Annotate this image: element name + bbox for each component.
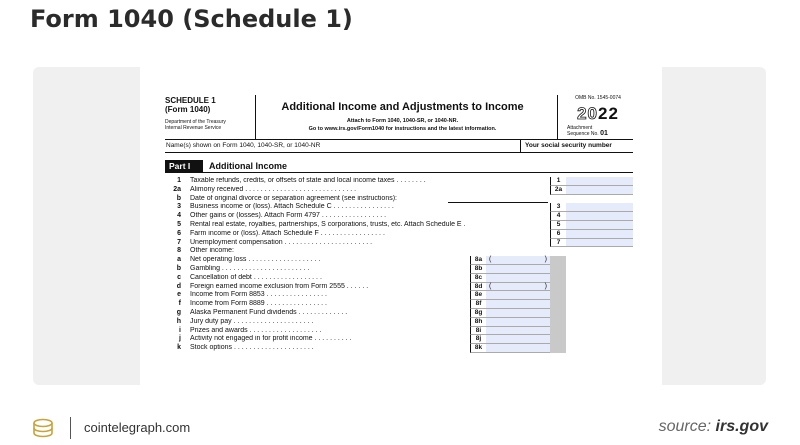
subline-letter: b xyxy=(176,264,181,272)
subline-letter: h xyxy=(176,317,181,325)
schedule-1-form xyxy=(140,67,662,385)
tax-year xyxy=(563,104,633,124)
subline-amount-field[interactable] xyxy=(486,335,550,344)
sequence-number: 01 xyxy=(600,130,608,137)
line-number: 7 xyxy=(177,238,181,246)
subline-letter: d xyxy=(176,282,181,290)
line-number: 3 xyxy=(177,203,181,211)
line-box-number: 6 xyxy=(550,230,566,239)
subline-box-number: 8i xyxy=(470,327,486,336)
subline-amount-field[interactable] xyxy=(486,318,550,327)
subline-box-number: 8k xyxy=(470,344,486,353)
subline-letter: i xyxy=(179,326,181,334)
department-label xyxy=(165,119,245,131)
cointelegraph-logo-icon xyxy=(30,418,56,438)
form-line xyxy=(165,195,633,204)
attachment-label: Attachment xyxy=(567,125,593,131)
line-box-number: 2a xyxy=(550,186,566,195)
line-number: 2a xyxy=(173,185,181,193)
line-number: 1 xyxy=(177,177,181,184)
part-label: Part I xyxy=(165,160,203,172)
form-line xyxy=(165,247,633,256)
shaded-column xyxy=(550,318,566,327)
name-row xyxy=(165,140,633,152)
line-label: Alimony received . . . . . . . . . . . . . . . . . . . . . . . . . . . . . xyxy=(190,185,357,193)
shaded-column xyxy=(550,291,566,300)
subline-amount-field[interactable] xyxy=(486,265,550,274)
schedule-label: SCHEDULE 1 xyxy=(165,96,216,105)
attach-instruction: Attach to Form 1040, 1040-SR, or 1040-NR. xyxy=(346,118,459,124)
dept-line-1: Department of the Treasury xyxy=(165,119,226,125)
form-line xyxy=(165,221,633,230)
subline-amount-field[interactable] xyxy=(486,291,550,300)
form-subline xyxy=(165,318,633,327)
line-amount-field[interactable] xyxy=(566,221,633,230)
name-rule xyxy=(165,152,633,153)
form-line xyxy=(165,177,633,186)
subline-label: Foreign earned income exclusion from Form 2555 . . . . . . xyxy=(190,282,369,290)
line-amount-field[interactable] xyxy=(566,177,633,186)
shaded-column xyxy=(550,265,566,274)
ssn-label: Your social security number xyxy=(525,142,612,149)
shaded-column xyxy=(550,309,566,318)
subline-box-number: 8d xyxy=(470,283,486,292)
subline-label: Prizes and awards . . . . . . . . . . . . . . . . . . . xyxy=(190,326,322,334)
header-divider-right xyxy=(557,95,558,139)
line-label: Other income: xyxy=(190,247,234,255)
subline-letter: j xyxy=(179,335,181,343)
sequence-label: Sequence No. xyxy=(567,131,599,137)
subline-letter: a xyxy=(177,256,181,264)
subline-letter: c xyxy=(177,273,181,281)
line-label: Unemployment compensation . . . . . . . . . . . . . . . . . . . . . . . xyxy=(190,238,373,246)
subline-amount-field[interactable] xyxy=(486,283,550,292)
shaded-column xyxy=(550,274,566,283)
form-subline xyxy=(165,335,633,344)
subline-label: Net operating loss . . . . . . . . . . . . . . . . . . . xyxy=(190,256,321,264)
subline-amount-field[interactable] xyxy=(486,256,550,265)
line-label: Other gains or (losses). Attach Form 4797 . . . . . . . . . . . . . . . . . xyxy=(190,212,387,220)
form-title: Additional Income and Adjustments to Income xyxy=(281,101,524,113)
form-header xyxy=(165,95,633,139)
subline-label: Gambling . . . . . . . . . . . . . . . . . . . . . . . xyxy=(190,264,310,272)
source-prefix: source: xyxy=(658,418,712,435)
brand-name: cointelegraph.com xyxy=(84,420,191,435)
line-amount-field[interactable] xyxy=(566,239,633,248)
line-box-number: 3 xyxy=(550,203,566,212)
source-credit xyxy=(659,418,768,436)
line-box-number: 5 xyxy=(550,221,566,230)
shaded-column xyxy=(550,283,566,292)
income-lines xyxy=(165,177,633,353)
line-label: Taxable refunds, credits, or offsets of state and local income taxes . . . . . . . . xyxy=(190,177,426,184)
line-number: 5 xyxy=(177,220,181,228)
goto-instruction: Go to www.irs.gov/Form1040 for instructions and the latest information. xyxy=(308,126,497,132)
subline-amount-field[interactable] xyxy=(486,309,550,318)
shaded-column xyxy=(550,256,566,265)
schedule-id xyxy=(165,96,216,114)
line-number: 4 xyxy=(177,212,181,220)
form-line xyxy=(165,239,633,248)
footer-divider xyxy=(70,417,71,439)
line-label: Rental real estate, royalties, partnerships, S corporations, trusts, etc. Attach Schedule E . xyxy=(190,220,466,228)
attachment-sequence xyxy=(567,125,608,137)
line-number: 8 xyxy=(177,247,181,255)
header-divider-left xyxy=(255,95,256,139)
form-line xyxy=(165,203,633,212)
omb-number: OMB No. 1545-0074 xyxy=(575,95,621,101)
form-subline xyxy=(165,344,633,353)
form-line xyxy=(165,186,633,195)
line-amount-field[interactable] xyxy=(566,212,633,221)
line-box-number: 7 xyxy=(550,239,566,248)
subline-letter: f xyxy=(178,300,181,308)
form-subline xyxy=(165,265,633,274)
page-title: Form 1040 (Schedule 1) xyxy=(30,5,353,33)
form-subline xyxy=(165,291,633,300)
line-amount-field[interactable] xyxy=(566,186,633,195)
source-site: irs.gov xyxy=(715,418,768,435)
subline-box-number: 8j xyxy=(470,335,486,344)
form-subline xyxy=(165,256,633,265)
subline-label: Jury duty pay . . . . . . . . . . . . . . . . . . . . . xyxy=(190,317,314,325)
dept-line-2: Internal Revenue Service xyxy=(165,125,222,131)
subline-label: Alaska Permanent Fund dividends . . . . . . . . . . . . . xyxy=(190,308,348,316)
line-amount-field[interactable] xyxy=(566,230,633,239)
paren-open: ( xyxy=(489,256,492,264)
shaded-column xyxy=(550,300,566,309)
line-label: Date of original divorce or separation agreement (see instructions): xyxy=(190,194,397,202)
subline-label: Cancellation of debt . . . . . . . . . . . . . . . . . . xyxy=(190,273,322,281)
line-label: Business income or (loss). Attach Schedule C . . . . . . . . . . . . . . . . xyxy=(190,203,394,211)
subline-letter: e xyxy=(177,291,181,299)
form-subline xyxy=(165,327,633,336)
form-ref-label: (Form 1040) xyxy=(165,105,211,114)
shaded-column xyxy=(550,327,566,336)
part-header xyxy=(165,160,633,172)
subline-amount-field[interactable] xyxy=(486,300,550,309)
line-number: 6 xyxy=(177,229,181,237)
subline-box-number: 8h xyxy=(470,318,486,327)
line-number: b xyxy=(176,194,181,202)
subline-amount-field[interactable] xyxy=(486,274,550,283)
paren-open: ( xyxy=(489,282,492,290)
subline-amount-field[interactable] xyxy=(486,344,550,353)
paren-close: ) xyxy=(544,256,547,264)
subline-label: Activity not engaged in for profit income . . . . . . . . . . xyxy=(190,335,352,343)
line-amount-field[interactable] xyxy=(566,203,633,212)
subline-box-number: 8b xyxy=(470,265,486,274)
subline-box-number: 8g xyxy=(470,309,486,318)
line-box-number: 1 xyxy=(550,177,566,186)
line-label: Farm income or (loss). Attach Schedule F . . . . . . . . . . . . . . . . . xyxy=(190,229,385,237)
subline-label: Income from Form 8889 . . . . . . . . . . . . . . . . xyxy=(190,300,327,308)
part-rule xyxy=(165,172,633,173)
year-suffix: 22 xyxy=(598,104,619,123)
form-subline xyxy=(165,309,633,318)
subline-label: Income from Form 8853 . . . . . . . . . . . . . . . . xyxy=(190,291,327,299)
shaded-column xyxy=(550,335,566,344)
subline-box-number: 8e xyxy=(470,291,486,300)
subline-box-number: 8a xyxy=(470,256,486,265)
form-line xyxy=(165,230,633,239)
year-prefix: 20 xyxy=(577,104,598,123)
form-subline xyxy=(165,283,633,292)
subline-label: Stock options . . . . . . . . . . . . . . . . . . . . . xyxy=(190,344,314,352)
subline-letter: k xyxy=(177,344,181,352)
name-label: Name(s) shown on Form 1040, 1040-SR, or 1040-NR xyxy=(166,142,321,149)
part-title: Additional Income xyxy=(209,161,288,171)
line-box-number: 4 xyxy=(550,212,566,221)
ssn-divider xyxy=(520,140,521,152)
form-subline xyxy=(165,300,633,309)
paren-close: ) xyxy=(544,282,547,290)
subline-box-number: 8c xyxy=(470,274,486,283)
subline-box-number: 8f xyxy=(470,300,486,309)
subline-letter: g xyxy=(176,308,181,316)
shaded-column xyxy=(550,344,566,353)
form-subline xyxy=(165,274,633,283)
form-line xyxy=(165,212,633,221)
subline-amount-field[interactable] xyxy=(486,327,550,336)
